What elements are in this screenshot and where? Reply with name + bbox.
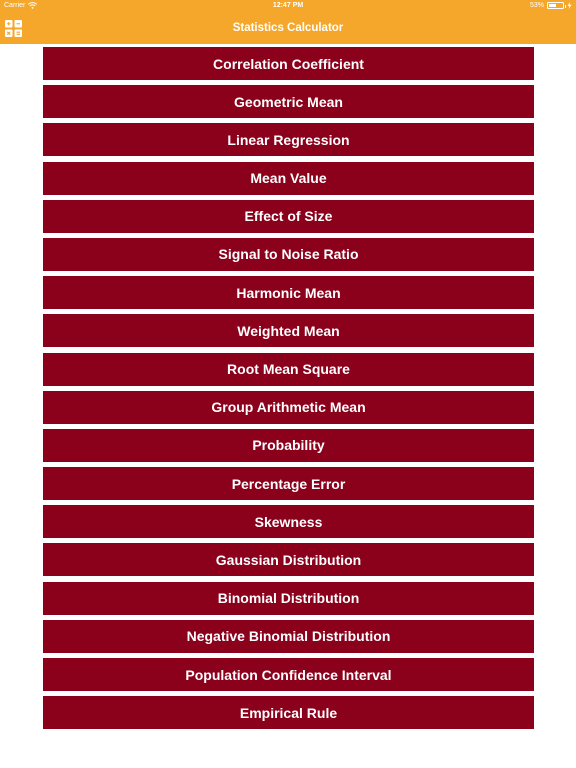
- battery-fill: [549, 4, 556, 7]
- list-item[interactable]: Gaussian Distribution: [43, 543, 534, 576]
- list-item[interactable]: Skewness: [43, 505, 534, 538]
- list-item[interactable]: Effect of Size: [43, 200, 534, 233]
- list-item[interactable]: Signal to Noise Ratio: [43, 238, 534, 271]
- list-item[interactable]: Linear Regression: [43, 123, 534, 156]
- list-item[interactable]: Group Arithmetic Mean: [43, 391, 534, 424]
- list-item[interactable]: Geometric Mean: [43, 85, 534, 118]
- list-item[interactable]: Mean Value: [43, 162, 534, 195]
- list-item[interactable]: Binomial Distribution: [43, 582, 534, 615]
- list-item[interactable]: Weighted Mean: [43, 314, 534, 347]
- list-item[interactable]: Correlation Coefficient: [43, 47, 534, 80]
- calculator-list: [43, 47, 534, 734]
- carrier-label: Carrier: [4, 2, 26, 9]
- list-item[interactable]: Root Mean Square: [43, 353, 534, 386]
- page-title: Statistics Calculator: [232, 22, 344, 34]
- list-item[interactable]: Probability: [43, 429, 534, 462]
- status-right: [530, 2, 572, 9]
- status-bar: [0, 0, 576, 12]
- nav-header: [0, 0, 576, 44]
- battery-percent: 53%: [529, 2, 544, 9]
- list-item[interactable]: Population Confidence Interval: [43, 658, 534, 691]
- charging-icon: [567, 2, 572, 9]
- status-time: 12:47 PM: [272, 2, 304, 9]
- battery-icon: [547, 2, 564, 9]
- list-item[interactable]: Negative Binomial Distribution: [43, 620, 534, 653]
- list-item[interactable]: Empirical Rule: [43, 696, 534, 729]
- list-item[interactable]: Harmonic Mean: [43, 276, 534, 309]
- list-item[interactable]: Percentage Error: [43, 467, 534, 500]
